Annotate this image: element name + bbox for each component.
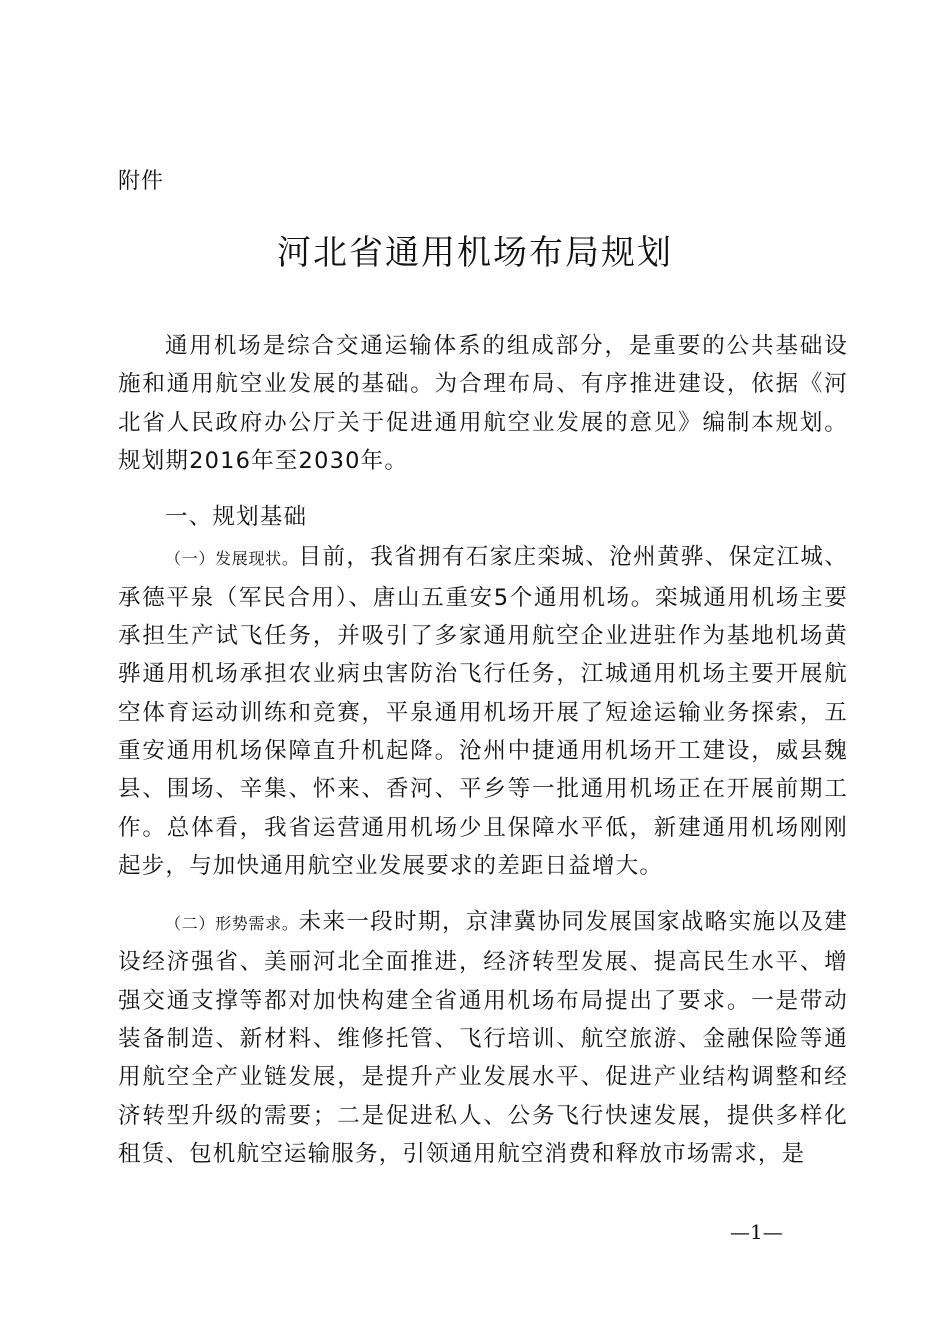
paragraph-situation-demand-text: 未来一段时期，京津冀协同发展国家战略实施以及建设经济强省、美丽河北全面推进，经济转型发展、提高民生水平、增强交通支撑等都对加快构建全省通用机场布局提出了要求。一是带动装备制造、新材料、维修托管、飞行培训、航空旅游、金融保险等通用航空全产业链发展，是提升产业发展水平、促进产业结构调整和经济转型升级的需要；二是促进私人、公务飞行快速发展，提供多样化租赁、包机航空运输服务，引领通用航空消费和释放市场需求，是 [118, 909, 848, 1167]
page-number: —1— [730, 1220, 783, 1244]
document-body [118, 327, 848, 1173]
intro-paragraph: 通用机场是综合交通运输体系的组成部分，是重要的公共基础设施和通用航空业发展的基础。为合理布局、有序推进建设，依据《河北省人民政府办公厅关于促进通用航空业发展的意见》编制本规划。规划期2016年至2030年。 [118, 333, 848, 474]
subsection-label-development-status: （一）发展现状。 [165, 549, 299, 569]
attachment-label: 附件 [118, 169, 165, 194]
paragraph-development-status [118, 538, 848, 885]
subsection-label-situation-demand: （二）形势需求。 [165, 914, 299, 934]
section-heading-planning-basis: 一、规划基础 [165, 504, 308, 531]
paragraph-situation-demand [118, 903, 848, 1173]
document-title: 河北省通用机场布局规划 [277, 233, 673, 273]
paragraph-development-status-text: 目前，我省拥有石家庄栾城、沧州黄骅、保定江城、承德平泉（军民合用）、唐山五重安5个通用机场。栾城通用机场主要承担生产试飞任务，并吸引了多家通用航空企业进驻作为基地机场黄骅通用机场承担农业病虫害防治飞行任务，江城通用机场主要开展航空体育运动训练和竞赛，平泉通用机场开展了短途运输业务探索，五重安通用机场保障直升机起降。沧州中捷通用机场开工建设，威县魏县、围场、辛集、怀来、香河、平乡等一批通用机场正在开展前期工作。总体看，我省运营通用机场少且保障水平低，新建通用机场刚刚起步，与加快通用航空业发展要求的差距日益增大。 [118, 544, 848, 879]
